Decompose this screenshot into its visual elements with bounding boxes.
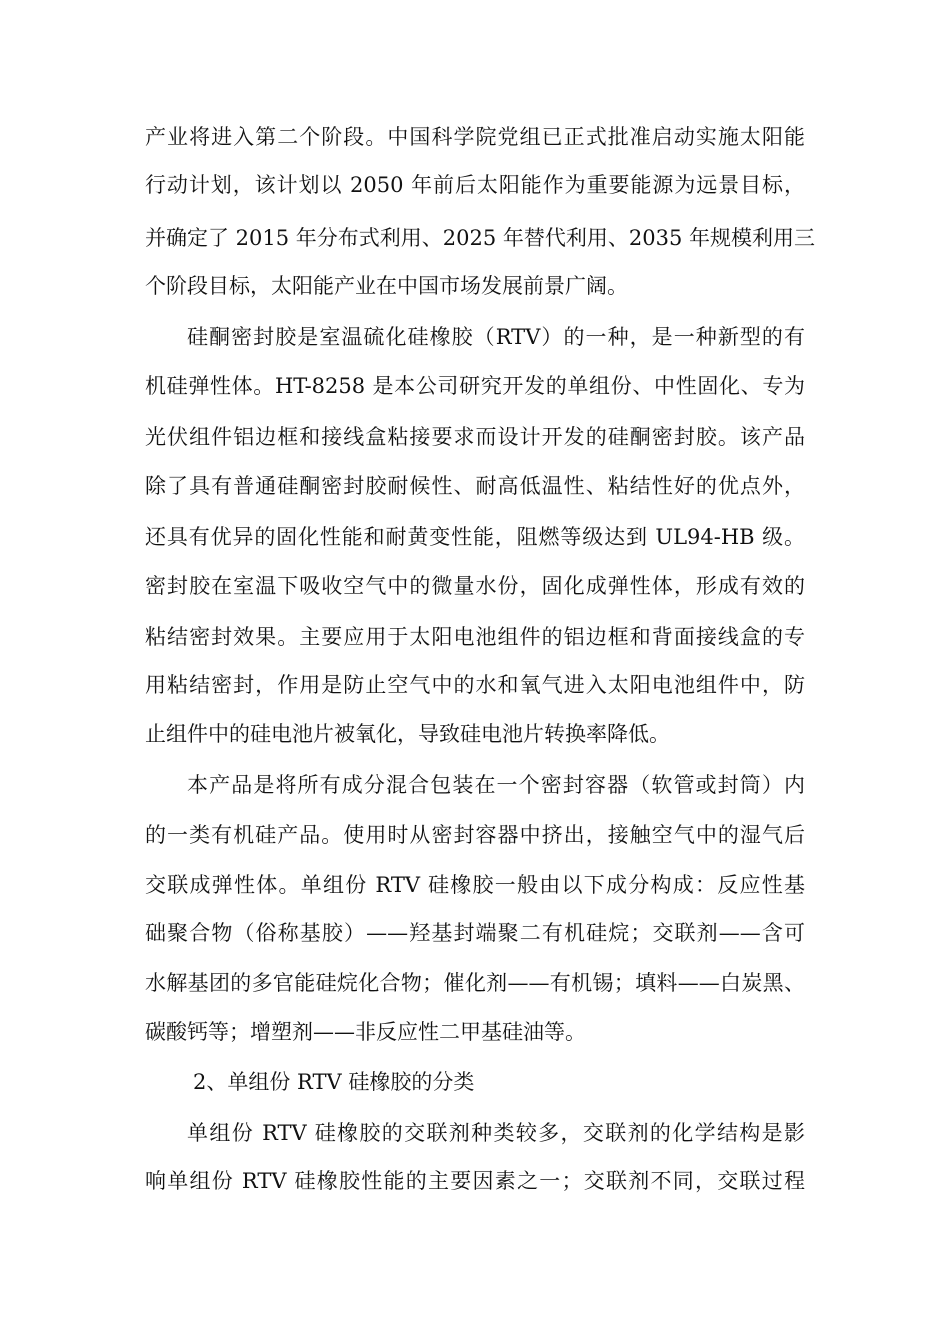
section-heading: 2、单组份 RTV 硅橡胶的分类 — [193, 1070, 475, 1094]
text-line: 止组件中的硅电池片被氧化，导致硅电池片转换率降低。 — [145, 722, 670, 746]
text-line: 单组份 RTV 硅橡胶的交联剂种类较多，交联剂的化学结构是影 — [187, 1121, 805, 1145]
text-line: 还具有优异的固化性能和耐黄变性能，阻燃等级达到 UL94-HB 级。 — [145, 525, 805, 549]
text-line: 除了具有普通硅酮密封胶耐候性、耐高低温性、粘结性好的优点外， — [145, 474, 805, 498]
text-line: 并确定了 2015 年分布式利用、2025 年替代利用、2035 年规模利用三 — [145, 226, 816, 250]
text-line: 响单组份 RTV 硅橡胶性能的主要因素之一；交联剂不同，交联过程 — [145, 1169, 805, 1193]
text-line: 行动计划，该计划以 2050 年前后太阳能作为重要能源为远景目标， — [145, 173, 805, 197]
text-line: 密封胶在室温下吸收空气中的微量水份，固化成弹性体，形成有效的 — [145, 574, 805, 598]
text-line: 碳酸钙等；增塑剂——非反应性二甲基硅油等。 — [145, 1020, 586, 1044]
text-line: 的一类有机硅产品。使用时从密封容器中挤出，接触空气中的湿气后 — [145, 823, 805, 847]
text-line: 交联成弹性体。单组份 RTV 硅橡胶一般由以下成分构成：反应性基 — [145, 873, 805, 897]
text-line: 水解基团的多官能硅烷化合物；催化剂——有机锡；填料——白炭黑、 — [145, 971, 805, 995]
text-line: 光伏组件铝边框和接线盒粘接要求而设计开发的硅酮密封胶。该产品 — [145, 425, 805, 449]
text-line: 用粘结密封，作用是防止空气中的水和氧气进入太阳电池组件中，防 — [145, 673, 805, 697]
text-line: 硅酮密封胶是室温硫化硅橡胶（RTV）的一种，是一种新型的有 — [187, 325, 805, 349]
text-line: 个阶段目标，太阳能产业在中国市场发展前景广阔。 — [145, 274, 628, 298]
text-line: 产业将进入第二个阶段。中国科学院党组已正式批准启动实施太阳能 — [145, 125, 805, 149]
text-line: 本产品是将所有成分混合包装在一个密封容器（软管或封筒）内 — [187, 773, 805, 797]
text-line: 机硅弹性体。HT-8258 是本公司研究开发的单组份、中性固化、专为 — [145, 374, 805, 398]
text-line: 础聚合物（俗称基胶）——羟基封端聚二有机硅烷；交联剂——含可 — [145, 921, 805, 945]
text-line: 粘结密封效果。主要应用于太阳电池组件的铝边框和背面接线盒的专 — [145, 625, 805, 649]
